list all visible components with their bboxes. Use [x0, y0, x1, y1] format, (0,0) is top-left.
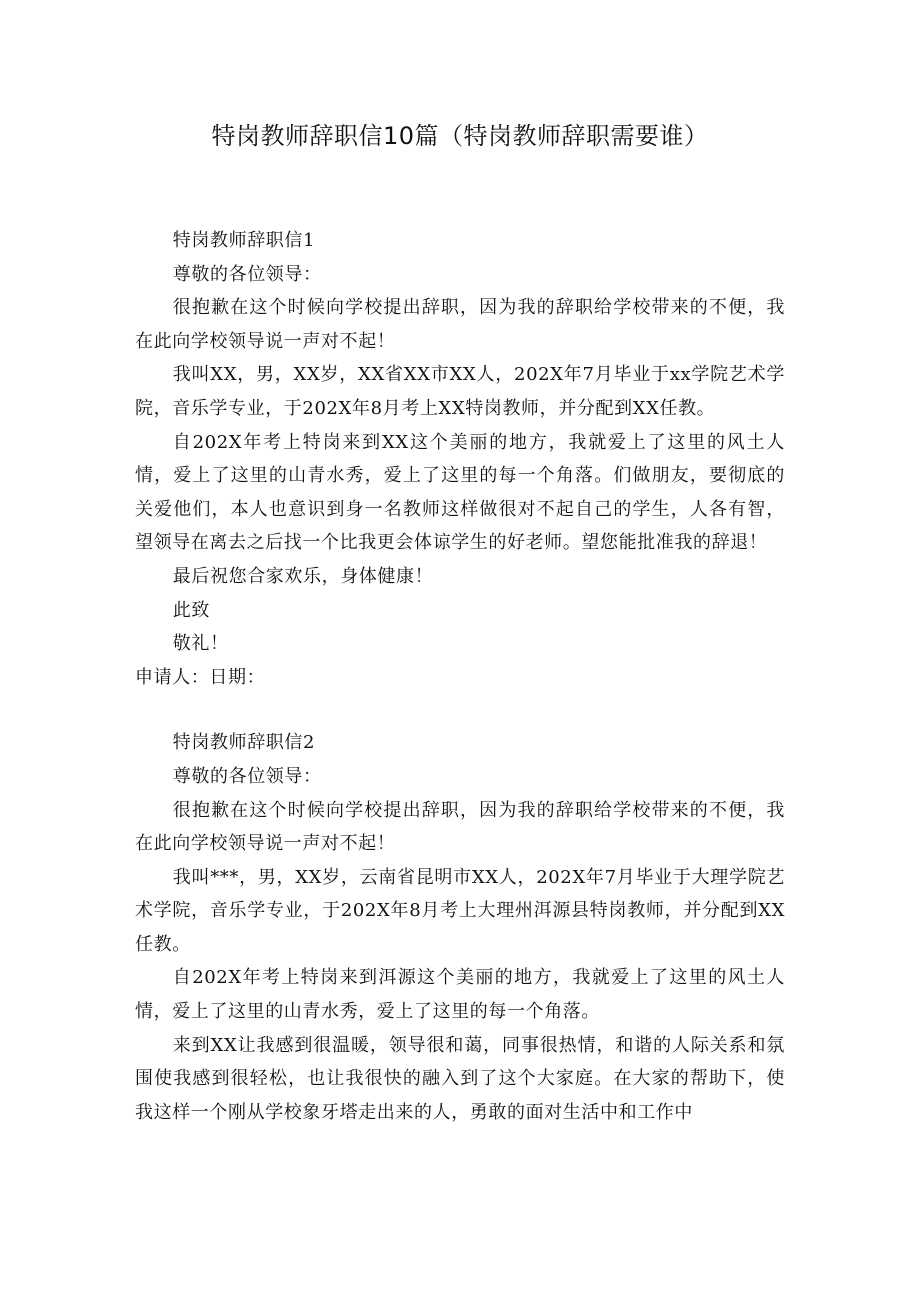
letter1-closing-1: 此致 — [172, 599, 210, 621]
letter1-paragraph-3: 自202X年考上特岗来到XX这个美丽的地方，我就爱上了这里的风土人情，爱上了这里的山青水秀，爱上了这里的每一个角落。们做朋友，要彻底的关爱他们，本人也意识到身一名教师这样做很对不起自己的学生，人各有智，望领导在离去之后找一个比我更会体谅学生的好老师。望您能批准我的辞退！ — [135, 431, 785, 554]
letter2-salutation: 尊敬的各位领导： — [172, 765, 322, 787]
letter1-heading: 特岗教师辞职信1 — [172, 230, 316, 251]
letter1-salutation: 尊敬的各位领导： — [172, 263, 322, 285]
section-gap — [135, 694, 785, 726]
letter1-signature: 申请人：日期： — [135, 666, 266, 688]
document-body — [135, 224, 785, 1129]
letter2-paragraph-4: 来到XX让我感到很温暖，领导很和蔼，同事很热情，和谐的人际关系和氛围使我感到很轻松，也让我很快的融入到了这个大家庭。在大家的帮助下，使我这样一个刚从学校象牙塔走出来的人，勇敢的面对生活中和工作中 — [135, 1034, 785, 1123]
letter1-paragraph-1: 很抱歉在这个时候向学校提出辞职，因为我的辞职给学校带来的不便，我在此向学校领导说一声对不起！ — [135, 297, 785, 352]
letter1-paragraph-2: 我叫XX，男，XX岁，XX省XX市XX人，202X年7月毕业于xx学院艺术学院，音乐学专业，于202X年8月考上XX特岗教师，并分配到XX任教。 — [135, 364, 785, 419]
letter1-paragraph-4: 最后祝您合家欢乐，身体健康！ — [172, 565, 434, 587]
letter2-heading: 特岗教师辞职信2 — [172, 732, 316, 754]
letter1-closing-2: 敬礼！ — [172, 633, 229, 655]
letter2-paragraph-3: 自202X年考上特岗来到洱源这个美丽的地方，我就爱上了这里的风土人情，爱上了这里的山青水秀，爱上了这里的每一个角落。 — [135, 967, 785, 1023]
letter2-paragraph-2: 我叫***，男，XX岁，云南省昆明市XX人，202X年7月毕业于大理学院艺术学院，音乐学专业，于202X年8月考上大理州洱源县特岗教师，并分配到XX任教。 — [135, 866, 785, 955]
letter2-paragraph-1: 很抱歉在这个时候向学校提出辞职，因为我的辞职给学校带来的不便，我在此向学校领导说一声对不起！ — [135, 799, 785, 855]
document-title: 特岗教师辞职信10篇（特岗教师辞职需要谁） — [211, 122, 709, 150]
